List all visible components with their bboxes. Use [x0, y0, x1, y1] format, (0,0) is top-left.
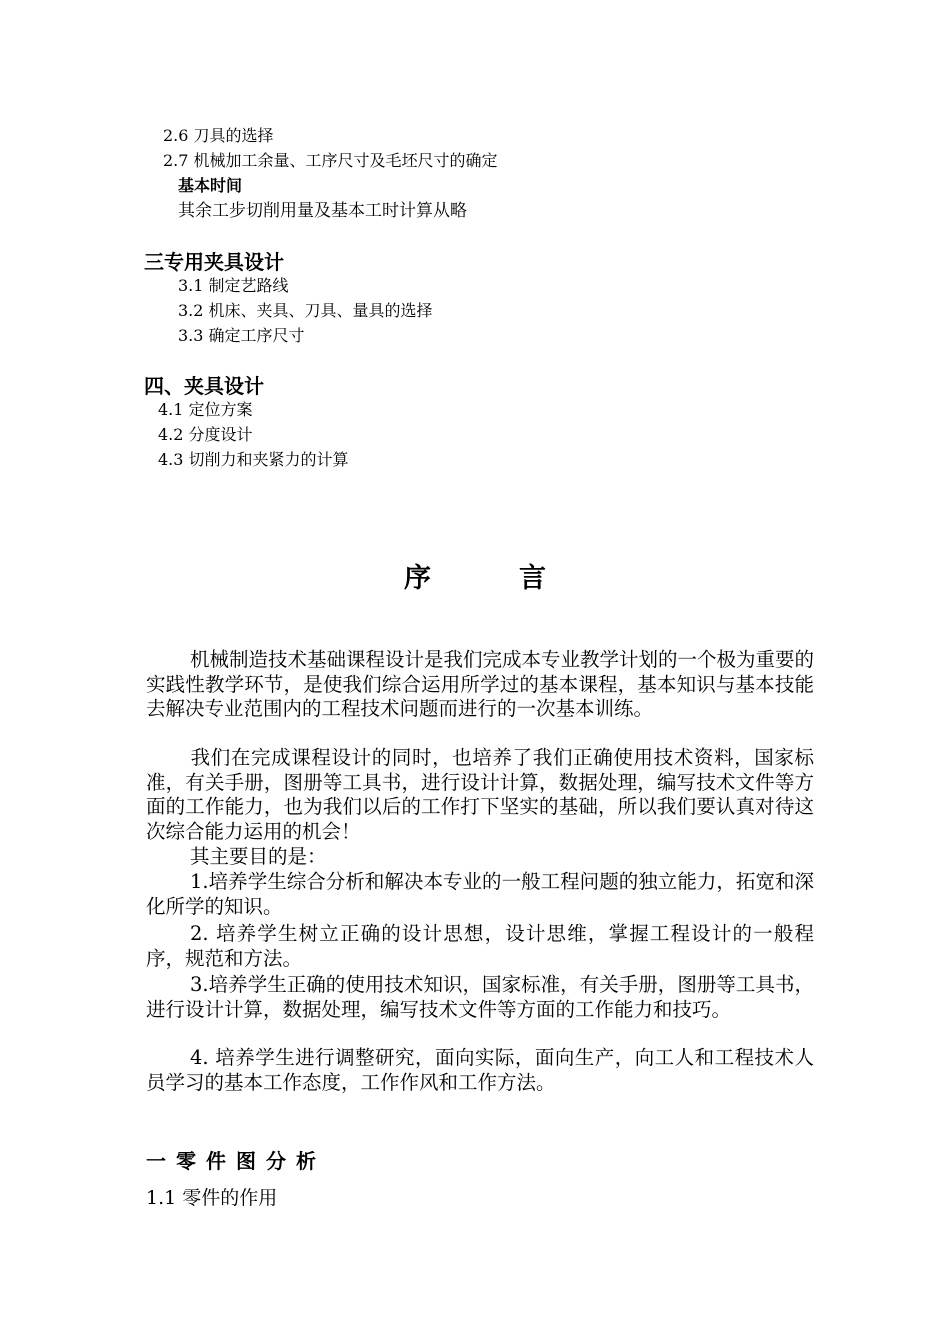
toc-chapter-3: 三专用夹具设计 [144, 250, 284, 274]
toc-item-rest: 其余工步切削用量及基本工时计算从略 [178, 201, 467, 221]
section-1-1-heading: 1.1 零件的作用 [146, 1187, 278, 1209]
preface-title [0, 556, 950, 595]
preface-paragraph-5: 2. 培养学生树立正确的设计思想，设计思维，掌握工程设计的一般程序，规范和方法。 [146, 922, 814, 970]
preface-paragraph-4: 1.培养学生综合分析和解决本专业的一般工程问题的独立能力，拓宽和深化所学的知识。 [146, 870, 814, 918]
section-1-heading: 一零件图分析 [146, 1149, 326, 1173]
toc-item-3-2: 3.2 机床、夹具、刀具、量具的选择 [178, 301, 433, 320]
preface-title-char-2: 言 [519, 563, 546, 594]
toc-item-4-3: 4.3 切削力和夹紧力的计算 [158, 450, 349, 469]
toc-item-2-6: 2.6 刀具的选择 [163, 126, 274, 145]
toc-chapter-4: 四、夹具设计 [144, 374, 264, 398]
toc-item-4-1: 4.1 定位方案 [158, 400, 253, 419]
toc-item-basic-time: 基本时间 [178, 176, 243, 195]
preface-paragraph-7: 4. 培养学生进行调整研究，面向实际，面向生产，向工人和工程技术人员学习的基本工作态度，工作作风和工作方法。 [146, 1046, 814, 1094]
toc-item-4-2: 4.2 分度设计 [158, 425, 253, 444]
preface-paragraph-3: 其主要目的是： [190, 845, 327, 868]
preface-paragraph-2: 我们在完成课程设计的同时，也培养了我们正确使用技术资料，国家标准，有关手册，图册等工具书，进行设计计算，数据处理，编写技术文件等方面的工作能力，也为我们以后的工作打下坚实的基础，所以我们要认真对待这次综合能力运用的机会！ [146, 746, 814, 843]
toc-item-3-1: 3.1 制定艺路线 [178, 276, 289, 295]
preface-paragraph-1: 机械制造技术基础课程设计是我们完成本专业教学计划的一个极为重要的实践性教学环节，是使我们综合运用所学过的基本课程，基本知识与基本技能去解决专业范围内的工程技术问题而进行的一次基本训练。 [146, 648, 815, 720]
toc-item-2-7: 2.7 机械加工余量、工序尺寸及毛坯尺寸的确定 [163, 151, 498, 170]
toc-item-3-3: 3.3 确定工序尺寸 [178, 326, 305, 345]
preface-title-char-1: 序 [404, 563, 431, 594]
preface-paragraph-6: 3.培养学生正确的使用技术知识，国家标准，有关手册，图册等工具书，进行设计计算，数据处理，编写技术文件等方面的工作能力和技巧。 [146, 973, 814, 1021]
